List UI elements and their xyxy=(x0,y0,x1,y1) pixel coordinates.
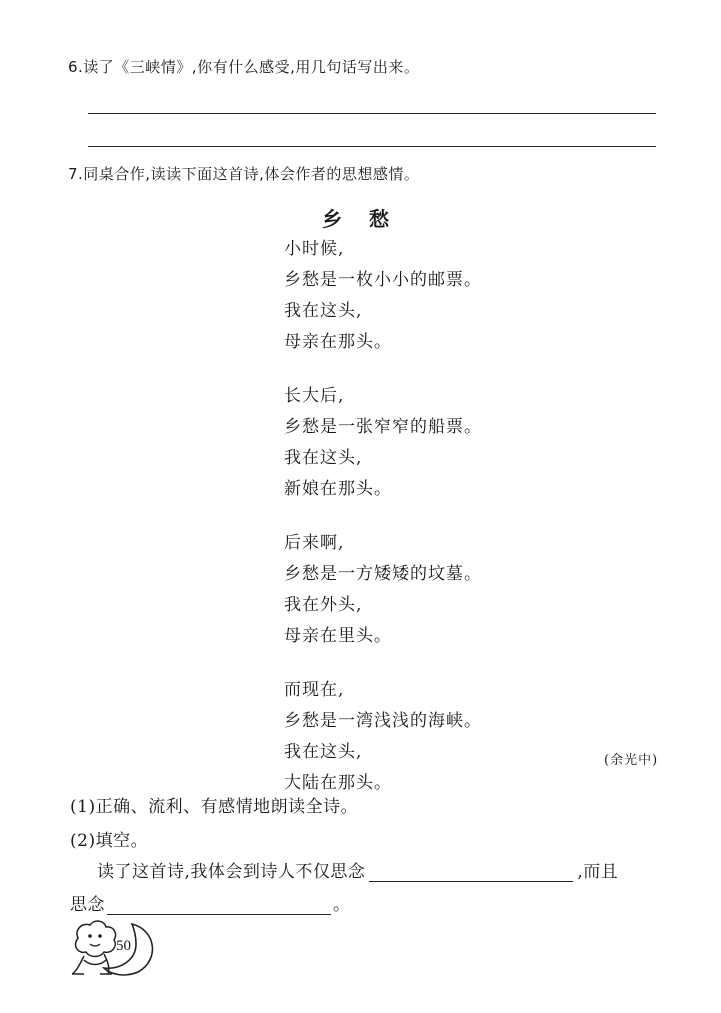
fill-text: 。 xyxy=(333,895,351,915)
fill-blank-2[interactable] xyxy=(107,896,331,915)
poem-author: (余光中) xyxy=(604,753,659,768)
fill-in-sentence-continued xyxy=(70,890,351,915)
poem-line: 新娘在那头。 xyxy=(284,479,392,499)
poem-line: 而现在, xyxy=(284,680,345,700)
fill-text: 思念 xyxy=(70,895,105,915)
poem-stanza xyxy=(284,675,482,799)
poem-line: 母亲在里头。 xyxy=(284,626,392,646)
poem-line: 我在这头, xyxy=(284,448,363,468)
poem-line: 长大后, xyxy=(284,386,345,406)
question-6: 6.读了《三峡情》,你有什么感受,用几句话写出来。 xyxy=(68,58,420,76)
page-number-badge xyxy=(64,916,160,978)
poem-line: 乡愁是一湾浅浅的海峡。 xyxy=(284,711,482,731)
fill-text: 读了这首诗,我体会到诗人不仅思念 xyxy=(97,862,366,882)
question-7: 7.同桌合作,读读下面这首诗,体会作者的思想感情。 xyxy=(68,165,420,183)
poem-stanza xyxy=(284,234,482,358)
task-item-2: (2)填空。 xyxy=(70,831,149,851)
poem-line: 乡愁是一枚小小的邮票。 xyxy=(284,270,482,290)
poem-line: 我在外头, xyxy=(284,595,363,615)
page-number: 50 xyxy=(116,938,131,954)
task-item-1: (1)正确、流利、有感情地朗读全诗。 xyxy=(70,797,359,817)
poem-body xyxy=(284,234,482,822)
poem-line: 乡愁是一方矮矮的坟墓。 xyxy=(284,564,482,584)
fill-text: ,而且 xyxy=(577,862,619,882)
poem-stanza xyxy=(284,381,482,505)
poem-line: 乡愁是一张窄窄的船票。 xyxy=(284,417,482,437)
poem-line: 母亲在那头。 xyxy=(284,332,392,352)
poem-line: 我在这头, xyxy=(284,301,363,321)
poem-stanza xyxy=(284,528,482,652)
cartoon-mascot-icon xyxy=(64,916,160,978)
poem-line: 我在这头, xyxy=(284,742,363,762)
poem-line: 后来啊, xyxy=(284,533,345,553)
poem-line: 小时候, xyxy=(284,239,345,259)
poem-title: 乡 愁 xyxy=(322,207,399,231)
answer-line xyxy=(88,146,656,147)
fill-in-sentence xyxy=(97,857,618,882)
poem-line: 大陆在那头。 xyxy=(284,773,392,793)
fill-blank-1[interactable] xyxy=(369,863,573,882)
answer-line xyxy=(88,113,656,114)
